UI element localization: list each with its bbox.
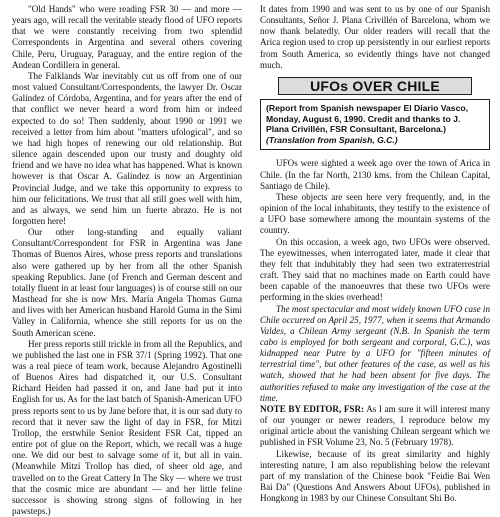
paragraph: The Falklands War inevitably cut us off from one of our most valued Consultant/Correspondents, the lawyer Dr. Oscar Galíndez of Córdoba, Argentina, and for years after the end of that conflict we never heard a word from him or indeed expected to do so! Then suddenly, about 1990 or 1991 we received a letter from him about "matters ufological", and so we had high hopes of renewing our old relationship. But silence again descended upon our trusty and doughty old friend and we have no idea what has happened. What is known however is that Oscar A. Galíndez is now an Argentinian Provincial Judge, and we take this opportunity to express to him our felicitations. We trust that all still goes well with him, and as always, we send him un fuerte abrazo. He is not forgotten here!: [12, 70, 242, 226]
translation-credit: (Translation from Spanish, G.C.): [266, 134, 398, 145]
paragraph: Likewise, because of its great similarity and highly interesting nature, I am also republishing below the relevant part of my translation of the Chinese book "Feidie Bai Wen Bai Da" (Questions And Answers About UFOs), published in Hongkong in 1983 by our Chinese Consultant Shi Bo.: [260, 448, 490, 504]
right-column: [260, 4, 491, 504]
paragraph: These objects are seen here very frequently, and, in the opinion of the local inhabitants, they testify to the existence of a UFO base somewhere among the mountain systems of the country.: [260, 191, 490, 236]
report-source: (Report from Spanish newspaper El Diario Vasco, Monday, August 6, 1990. Credit and thanks to J. Plana Crivillén, FSR Consultant, Barcelona.): [266, 103, 469, 135]
paragraph: UFOs were sighted a week ago over the town of Arica in Chile. (In the far North, 2130 kms. from the Chilean Capital, Santiago de Chile).: [260, 158, 490, 191]
paragraph: "Old Hands" who were reading FSR 30 — and more — years ago, will recall the veritable steady flood of UFO reports that we were constantly receiving from two splendid Correspondents in Argentina and several others covering Chile, Peru, Uruguay, Paraguay, and the entire region of the Andean Cordillera in general.: [12, 4, 242, 70]
paragraph: It dates from 1990 and was sent to us by one of our Spanish Consultants, Señor J. Plana Crivillén of Barcelona, whom we now thank belatedly. Our older readers will recall that the Arica region used to crop up persistently in our earliest reports from South America, so evidently things have not changed much.: [260, 4, 490, 70]
paragraph: Our other long-standing and equally valiant Consultant/Correspondent for FSR in Argentina was Jane Thomas of Buenos Aires, whose press reports and translations also were gathered up by her from all the other Spanish speaking Republics. Jane (of French and German descent and totally fluent in at least four languages) is of course still on our Masthead for she is now Mrs. María Angela Thomas Guma and lives with her American husband Harold Guma in the Simi Valley in California, whence she still reports for us on the South American scene.: [12, 227, 242, 338]
report-credit-box: [260, 99, 490, 150]
paragraph: Her press reports still trickle in from all the Republics, and we published the last one in FSR 37/1 (Spring 1992). That one was a real piece of team work, because Alejandro Agostinelli of Buenos Aires had dispatched it, our U.S. Consultant Richard Heiden had passed it on, and Jane had put it into English for us. As for the last batch of Spanish-American UFO press reports sent to us by Jane before that, it is our sad duty to record that it never saw the light of day in FSR, for Mitzi Trollop, the erstwhile Senior Resident FSR Cat, tipped an entire pot of glue on the Report, which, we recall was a huge one. We did our best to salvage some of it, but all in vain. (Meanwhile Mitzi Trollop has died, of sheer old age, and travelled on to the Great Cattery In The Sky — where we trust that the cosmic mice are abundant — and her little feline successor is showing strong signs of following in her pawsteps.): [12, 338, 242, 517]
editor-note-label: NOTE BY EDITOR, FSR:: [260, 403, 365, 414]
article-heading: UFOs OVER CHILE: [278, 77, 472, 95]
editor-note: [260, 404, 490, 449]
left-column: [12, 4, 242, 517]
italic-paragraph: The most spectacular and most widely known UFO case in Chile occurred on April 25, 1977, when it seems that Armando Valdes, a Chilean Army sergeant (N.B. In Spanish the term cabo is employed for both sergeant and corporal, G.C.), was kidnapped near Putre by a UFO for "fifteen minutes of terrestrial time", but other features of the case, as well as his watch, showed that he had been absent for five days. The authorities refused to make any investigation of the case at the time.: [260, 303, 490, 403]
editor-note-text: As I am sure it will interest many of our younger or newer readers, I reproduce below my original article about the vanishing Chilean sergeant which we published in FSR Volume 23, No. 5 (February 1978).: [260, 403, 491, 448]
paragraph: On this occasion, a week ago, two UFOs were observed. The eyewitnesses, when interrogated later, made it clear that they felt that indubitably they had seen two extraterrestrial craft. They said that no machines made on Earth could have been capable of the manoeuvres that these two UFOs were performing in the skies overhead!: [260, 236, 490, 303]
